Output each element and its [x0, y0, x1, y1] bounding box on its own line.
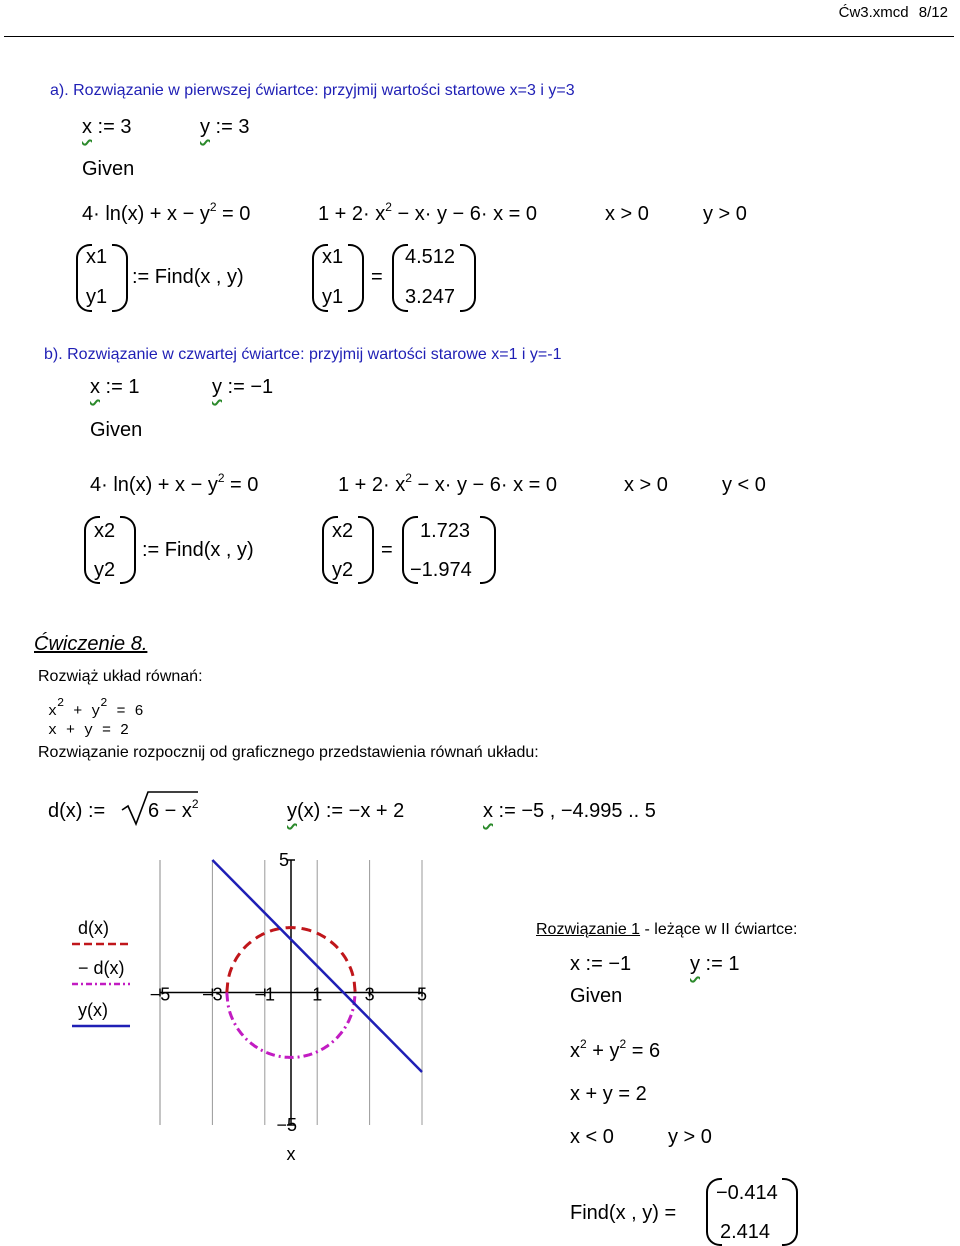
solution-eq1[interactable]: $x^2 + y^2 = 6$ [570, 1037, 661, 1062]
eq2-lhs: 1 + 2· x [338, 474, 406, 496]
section-a-x-assign[interactable] [82, 116, 131, 139]
section-b-find[interactable]: := Find(x , y) [142, 539, 254, 561]
section-b-eq1[interactable]: $4\cdot \ln(x) + x - y^2 = 0$ [90, 471, 259, 496]
eval-y1: y1 [322, 286, 344, 308]
x-value: := −1 [580, 953, 632, 975]
section-b-result-values [402, 516, 496, 584]
e1-y: + y [586, 1040, 620, 1062]
x-range-def[interactable] [483, 800, 656, 823]
header-divider [4, 36, 954, 37]
x-tick-label: 5 [416, 984, 428, 1005]
solution-result [706, 1178, 798, 1246]
value-y2: −1.974 [410, 559, 472, 581]
x-axis-label: x [286, 1144, 296, 1164]
y-var: y [200, 116, 210, 138]
y-var: y [212, 376, 222, 398]
y-def-var: y [287, 800, 297, 822]
solution-y: 2.414 [720, 1221, 771, 1243]
x-value: := 1 [100, 376, 140, 398]
section-a-eval-vector[interactable] [312, 244, 364, 312]
value-y1: 3.247 [405, 286, 456, 308]
file-label: Ćw3.xmcd [838, 4, 909, 21]
e1-x: x [570, 1040, 580, 1062]
eq1-rhs: = 0 [216, 203, 251, 225]
eval-y2: y2 [332, 559, 354, 581]
y-var: y [690, 953, 700, 975]
solution-heading [536, 921, 797, 939]
eq1-lhs: 4· ln(x) + x − y [82, 203, 210, 225]
eval-x2: x2 [332, 520, 354, 542]
eq1-rhs: = 0 [224, 474, 259, 496]
section-b-given[interactable]: Given [90, 419, 143, 441]
vector-y1: y1 [86, 286, 108, 308]
y-tick-label: −5 [276, 1115, 297, 1135]
exercise-title: Ćwiczenie 8. [34, 633, 148, 655]
section-a-cond-x[interactable]: x > 0 [605, 203, 649, 225]
section-b-result-vector[interactable] [84, 516, 136, 584]
section-b-cond-x[interactable]: x > 0 [624, 474, 668, 496]
section-b-eval-vector[interactable] [322, 516, 374, 584]
eq2-lhs: 1 + 2· x [318, 203, 386, 225]
plot-axes [160, 860, 422, 1125]
system-equation-2: x + y = 2 [48, 722, 130, 739]
solution-find[interactable]: Find(x , y) = [570, 1202, 677, 1224]
section-a-find[interactable]: := Find(x , y) [132, 266, 244, 288]
section-a-equals: = [371, 266, 383, 288]
solution-x: −0.414 [716, 1182, 778, 1204]
legend-label: d(x) [78, 918, 109, 938]
legend-label: y(x) [78, 1000, 108, 1020]
section-a-given[interactable]: Given [82, 158, 135, 180]
sys1-rhs: = 6 [107, 703, 144, 720]
vector-x2: x2 [94, 520, 116, 542]
section-b-prefix: b). [44, 346, 63, 363]
section-a-cond-y[interactable]: y > 0 [703, 203, 747, 225]
y-value: := 1 [700, 953, 740, 975]
solution-given[interactable]: Given [570, 985, 623, 1007]
y-value: := 3 [210, 116, 250, 138]
d-def-lhs: d(x) := [48, 800, 106, 822]
x-tick-label: 1 [312, 984, 323, 1005]
graph-note: Rozwiązanie rozpocznij od graficznego przedstawienia równań układu: [38, 744, 539, 761]
y-value: := −1 [222, 376, 274, 398]
x-range-rest: := −5 , −4.995 .. 5 [493, 800, 656, 822]
section-b-equals: = [381, 539, 393, 561]
vector-x1: x1 [86, 246, 108, 268]
d-def-radicand: $6 - x^2$ [148, 797, 199, 822]
solution-x-assign[interactable] [570, 953, 631, 976]
e1-rhs: = 6 [626, 1040, 661, 1062]
section-b-eq2[interactable]: $1 + 2\cdot x^2 - x\cdot y - 6\cdot x = 0$ [338, 471, 558, 496]
solution-y-assign[interactable] [690, 953, 739, 976]
page-number: 8/12 [918, 4, 948, 21]
y-def-rest: (x) := −x + 2 [297, 800, 405, 822]
eq2-rhs: − x· y − 6· x = 0 [391, 203, 538, 225]
section-b-x-assign[interactable] [90, 376, 139, 399]
section-b-cond-y[interactable]: y < 0 [722, 474, 766, 496]
x-var: x [570, 953, 580, 975]
solution-cond-y[interactable]: y > 0 [668, 1126, 712, 1148]
radicand-text: 6 − x [148, 800, 192, 822]
y-tick-label: 5 [278, 850, 289, 870]
page-header [839, 4, 948, 21]
solution-heading-rest: - leżące w II ćwiartce: [640, 921, 798, 938]
section-a-eq2[interactable]: $1 + 2\cdot x^2 - x\cdot y - 6\cdot x = 0$ [318, 200, 538, 225]
x-tick-label: −3 [202, 984, 223, 1005]
x-tick-label: 3 [364, 984, 375, 1005]
value-x2: 1.723 [420, 520, 471, 542]
value-x1: 4.512 [405, 246, 456, 268]
section-b-heading [44, 346, 561, 364]
section-b-y-assign[interactable] [212, 376, 273, 399]
sys1-y: + y [64, 703, 101, 720]
sys1-x: x [48, 703, 58, 720]
solution-cond-x[interactable]: x < 0 [570, 1126, 614, 1148]
eval-x1: x1 [322, 246, 344, 268]
section-a-heading [50, 82, 575, 100]
vector-y2: y2 [94, 559, 116, 581]
section-a-eq1[interactable]: $4\cdot \ln(x) + x - y^2 = 0$ [82, 200, 251, 225]
section-a-text: Rozwiązanie w pierwszej ćwiartce: przyjmij wartości startowe x=3 i y=3 [68, 82, 575, 99]
section-a-result-values [392, 244, 476, 312]
system-equation-1: $x^2 + y^2 = 6$ [48, 696, 144, 720]
exercise-instruction: Rozwiąż układ równań: [38, 668, 203, 685]
eq1-lhs: 4· ln(x) + x − y [90, 474, 218, 496]
solution-eq2[interactable]: x + y = 2 [570, 1083, 647, 1105]
y-function-def[interactable] [287, 800, 404, 823]
x-range-var: x [483, 800, 493, 822]
plot[interactable] [0, 840, 520, 1164]
x-var: x [82, 116, 92, 138]
d-function-def[interactable] [48, 800, 105, 823]
legend-label: − d(x) [78, 958, 125, 978]
x-tick-label: −5 [149, 984, 171, 1005]
plot-labels [150, 850, 427, 1164]
section-a-y-assign[interactable] [200, 116, 249, 139]
eq2-rhs: − x· y − 6· x = 0 [411, 474, 558, 496]
plot-legend [72, 918, 130, 1026]
section-b-text: Rozwiązanie w czwartej ćwiartce: przyjmij wartości starowe x=1 i y=-1 [62, 346, 562, 363]
section-a-result-vector[interactable] [76, 244, 128, 312]
x-value: := 3 [92, 116, 132, 138]
section-a-prefix: a). [50, 82, 69, 99]
solution-link[interactable]: Rozwiązanie 1 [536, 921, 641, 938]
x-var: x [90, 376, 100, 398]
x-tick-label: −1 [254, 984, 276, 1005]
